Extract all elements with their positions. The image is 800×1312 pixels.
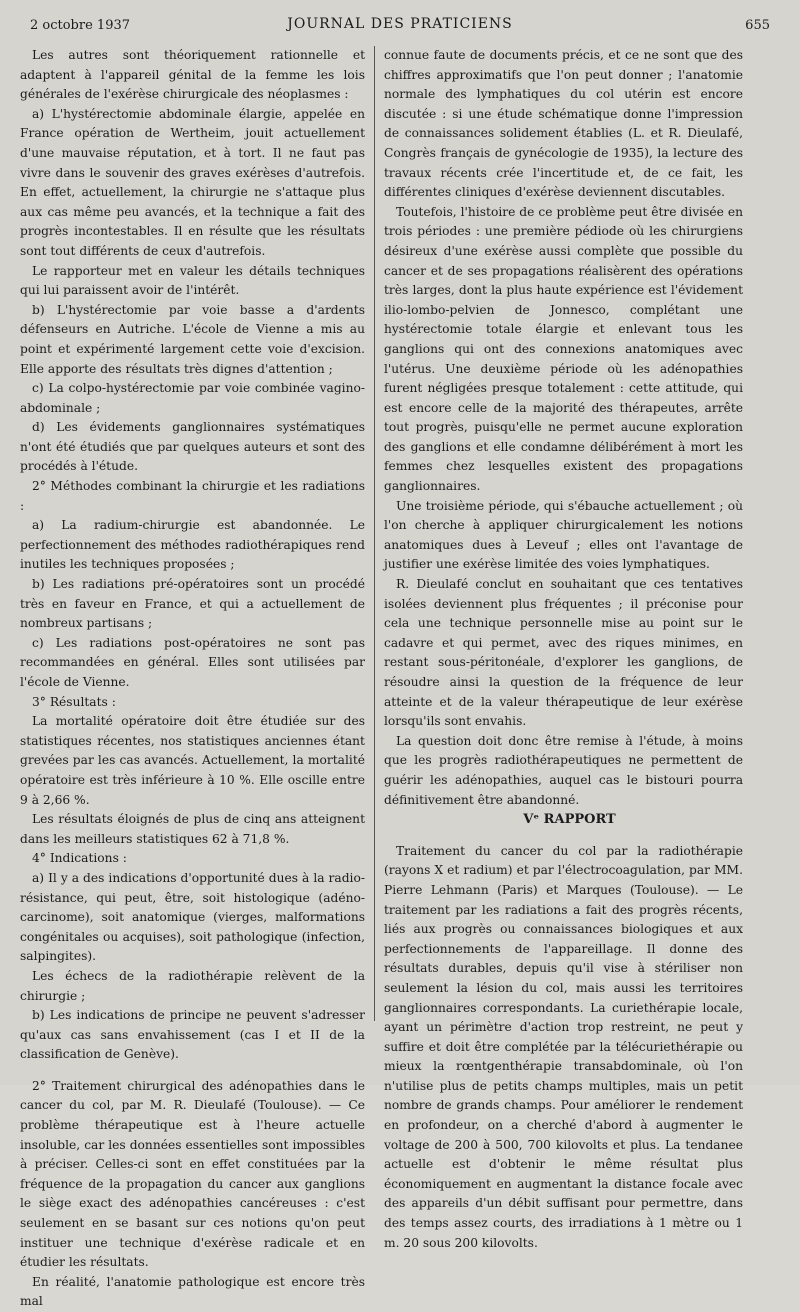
section-title: Vᵉ RAPPORT (523, 812, 616, 828)
left-column (20, 46, 365, 1312)
paragraph: 3° Résultats : (32, 694, 116, 709)
paragraph: b) Les radiations pré-opératoires sont un procédé très en faveur en France, et qui a actuellement de nombreux partisans ; (20, 577, 365, 631)
paragraph: Toutefois, l'histoire de ce problème peut être divisée en trois périodes : une première pédiode où les chirurgiens désireux d'une exérèse aussi complète que possible du cancer et de ses propagations réalisèrent des opérations très larges, dont la plus haute expérience est l'évidement ilio-lombo-pelvien de Jonnesco, complétant une hystérectomie totale élargie et enlevant tous les ganglions qui ont des connexions anatomiques avec l'utérus. Une deuxième période où les adénopathies furent négligées presque totalement : cette attitude, qui est encore celle de la majorité des thérapeutes, arrête tout progrès, puisqu'elle ne permet aucune exploration des ganglions et elle condamne délibérément à mort les femmes chez lesquelles existent des propagations ganglionnaires. (384, 204, 743, 494)
paragraph: connue faute de documents précis, et ce ne sont que des chiffres approximatifs que l'on peut donner ; l'anatomie normale des lymphatiques du col utérin est encore discutée : si une étude schématique donne l'impression de connaissances solidement établies (L. et R. Dieulafé, Congrès français de gynécologie de 1935), la lecture des travaux récents crée l'incertitude et, de ce fait, les différentes cliniques d'exérèse deviennent discutables. (384, 48, 743, 200)
paragraph: La question doit donc être remise à l'étude, à moins que les progrès radiothérapeutiques ne permettent de guérir les adénopathies, auquel cas le bistouri pourra définitivement être abandonné. (384, 733, 743, 807)
issue-date: 2 octobre 1937 (30, 18, 131, 33)
paragraph: 2° Traitement chirurgical des adénopathies dans le cancer du col, par M. R. Dieulafé (Toulouse). — Ce problème thérapeutique est à l'heure actuelle insoluble, car les données essentielles sont impossibles à préciser. Celles-ci sont en effet constituées par la fréquence de la propagation du cancer aux ganglions le siège exact des adénopathies cancéreuses : c'est seulement en se basant sur ces notions qu'on peut instituer une technique d'exérèse radicale et en étudier les résultats. (20, 1078, 365, 1270)
paragraph: 2° Méthodes combinant la chirurgie et les radiations : (20, 479, 365, 513)
paragraph: d) Les évidements ganglionnaires systématiques n'ont été étudiés que par quelques auteurs et sont des procédés à l'étude. (20, 420, 365, 474)
paragraph: c) Les radiations post-opératoires ne sont pas recommandées en général. Elles sont utilisées par l'école de Vienne. (20, 635, 365, 689)
paragraph: Les autres sont théoriquement rationnelle et adaptent à l'appareil génital de la femme les lois générales de l'exérèse chirurgicale des néoplasmes : (20, 48, 365, 102)
page-header (30, 16, 770, 38)
paragraph: a) La radium-chirurgie est abandonnée. Le perfectionnement des méthodes radiothérapiques rend inutiles les techniques proposées ; (20, 518, 365, 572)
journal-title: JOURNAL DES PRATICIENS (287, 16, 513, 32)
paragraph: Traitement du cancer du col par la radiothérapie (rayons X et radium) et par l'électrocoagulation, par MM. Pierre Lehmann (Paris) et Marques (Toulouse). — Le traitement par les radiations a fait des progrès récents, liés aux progrès ou connaissances biologiques et aux perfectionnements de l'appareillage. Il donne des résultats durables, depuis qu'il vise à stériliser non seulement la lésion du col, mais aussi les territoires ganglionnaires correspondants. La curiethérapie locale, ayant un périmètre d'action trop restreint, ne peut y suffire et doit être complétée par la télécuriethérapie ou mieux la rœntgenthérapie transabdominale, où l'on n'utilise plus de petits champs multiples, mais un petit nombre de grands champs. Pour améliorer le rendement en profondeur, on a cherché d'abord à augmenter le voltage de 200 à 500, 700 kilovolts et plus. La tendanee actuelle est d'obtenir le même résultat plus économiquement en augmentant la distance focale avec des appareils d'un débit suffisant pour permettre, dans des temps assez courts, des irradiations à 1 mètre ou 1 m. 20 sous 200 kilovolts. (384, 843, 743, 1250)
paragraph: En réalité, l'anatomie pathologique est encore très mal (20, 1274, 365, 1309)
paragraph: a) Il y a des indications d'opportunité dues à la radio-résistance, qui peut, être, soit histologique (adéno-carcinome), soit anatomique (vierges, malformations congénitales ou acquises), soit pathologique (infection, salpingites). (20, 870, 365, 964)
page-number: 655 (745, 18, 770, 33)
paragraph: Les échecs de la radiothérapie relèvent de la chirurgie ; (20, 968, 365, 1003)
column-divider (374, 46, 375, 1021)
paragraph: R. Dieulafé conclut en souhaitant que ces tentatives isolées deviennent plus fréquentes ; il préconise pour cela une technique personnelle mise au point sur le cadavre et qui permet, avec des riques minimes, en restant sous-péritonéale, d'explorer les ganglions, de résoudre ainsi la question de la fréquence de leur atteinte et de la valeur thérapeutique de leur exérèse lorsqu'ils sont envahis. (384, 577, 743, 729)
paragraph: a) L'hystérectomie abdominale élargie, appelée en France opération de Wertheim, jouit actuellement d'une mauvaise réputation, et à tort. Il ne faut pas vivre dans le souvenir des graves exérèses d'autrefois. En effet, actuellement, la chirurgie ne s'attaque plus aux cas même peu avancés, et la technique a fait des progrès incontestables. Il en résulte que les résultats sont tout différents de ceux d'autrefois. (20, 106, 365, 258)
paragraph: Une troisième période, qui s'ébauche actuellement ; où l'on cherche à appliquer chirurgicalement les notions anatomiques dues à Leveuf ; elles ont l'avantage de justifier une exérèse limitée des voies lymphatiques. (384, 498, 743, 572)
paragraph: b) L'hystérectomie par voie basse a d'ardents défenseurs en Autriche. L'école de Vienne a mis au point et expérimenté largement cette voie d'excision. Elle apporte des résultats très dignes d'attention ; (20, 302, 365, 376)
paragraph: b) Les indications de principe ne peuvent s'adresser qu'aux cas sans envahissement (cas I et II de la classification de Genève). (20, 1008, 365, 1062)
paragraph: 4° Indications : (32, 851, 127, 866)
paragraph: Les résultats éloignés de plus de cinq ans atteignent dans les meilleurs statistiques 62 à 71,8 %. (20, 812, 365, 846)
paragraph: Le rapporteur met en valeur les détails techniques qui lui paraissent avoir de l'intérêt. (20, 263, 365, 298)
paragraph: c) La colpo-hystérectomie par voie combinée vagino-abdominale ; (20, 381, 365, 415)
paragraph: La mortalité opératoire doit être étudiée sur des statistiques récentes, nos statistiques anciennes étant grevées par les cas avancés. Actuellement, la mortalité opératoire est très inférieure à 10 %. Elle oscille entre 9 à 2,66 %. (20, 714, 365, 807)
right-column (384, 46, 743, 1253)
